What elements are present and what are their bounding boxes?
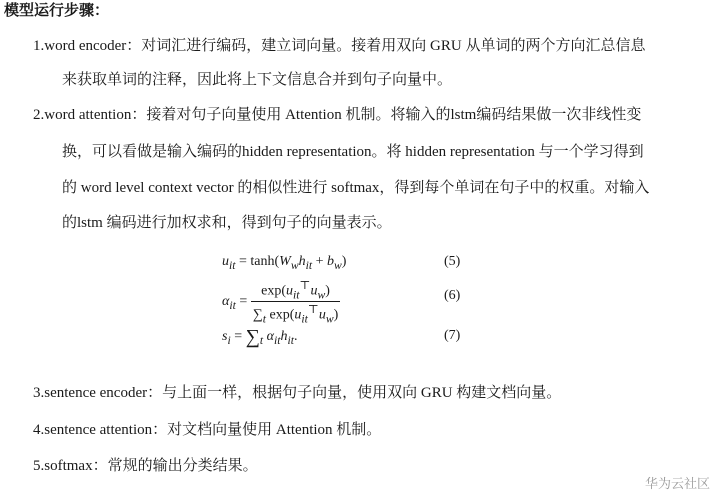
equation-5: $u_{it} = \tanh(W_wh_{it} + b_w)$: [222, 254, 347, 272]
equation-7: $s_i = \sum_t$ $\alpha_{it}h_{it}$.: [222, 326, 298, 348]
step-1-line-1: 1.word encoder：对词汇进行编码，建立词向量。接着用双向 GRU 从单词的两个方向汇总信息: [33, 38, 646, 54]
equation-6: $\alpha_{it}$ = $\frac{\exp(u_{it}^⊤u_w)}{\sum_t \exp(u_{it}^⊤u_w)}$: [222, 279, 339, 326]
step-3-line: 3.sentence encoder：与上面一样，根据句子向量，使用双向 GRU 构建文档向量。: [33, 385, 562, 401]
equation-5-number: (5): [444, 254, 461, 269]
step-4-line: 4.sentence attention：对文档向量使用 Attention 机制。: [33, 422, 382, 438]
step-5-line: 5.softmax：常规的输出分类结果。: [33, 458, 258, 474]
equation-block: [222, 252, 482, 362]
watermark-logo-text: 华为云社区: [644, 477, 710, 492]
equation-6-number: (6): [444, 288, 461, 303]
step-1-line-2: 来获取单词的注释，因此将上下文信息合并到句子向量中。: [62, 72, 453, 88]
equation-7-number: (7): [444, 328, 461, 343]
step-2-line-1: 2.word attention：接着对句子向量使用 Attention 机制。将输入的lstm编码结果做一次非线性变: [33, 107, 642, 123]
step-2-line-2: 换，可以看做是输入编码的hidden representation。将 hidden representation 与一个学习得到: [62, 144, 644, 160]
step-2-line-4: 的lstm 编码进行加权求和，得到句子的向量表示。: [62, 215, 392, 231]
step-2-line-3: 的 word level context vector 的相似性进行 softmax，得到每个单词在句子中的权重。对输入: [62, 180, 650, 196]
section-heading: 模型运行步骤：: [4, 1, 110, 19]
